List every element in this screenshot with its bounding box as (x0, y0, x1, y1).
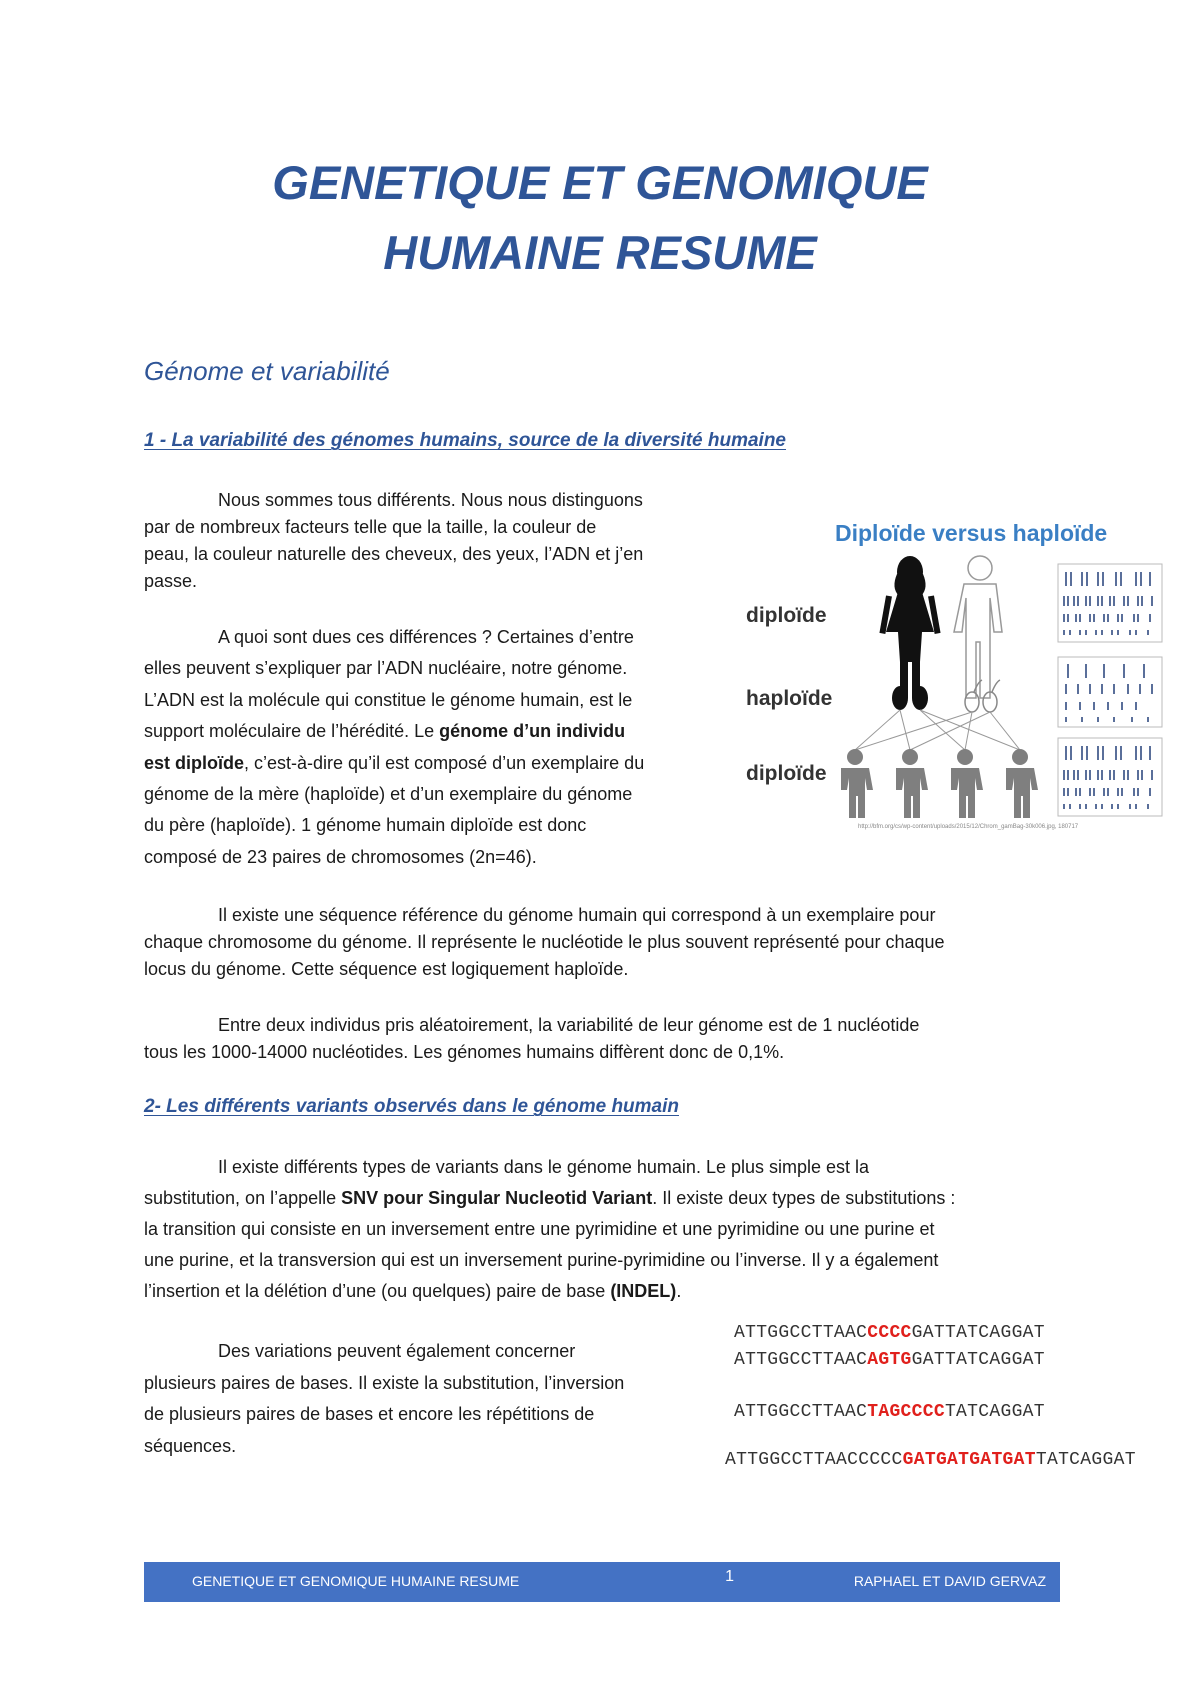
title-line-1: GENETIQUE ET GENOMIQUE (272, 156, 928, 209)
karyotype-diploid-top-icon (1058, 564, 1162, 642)
sequence-substitution: ATTGGCCTTAACAGTGGATTATCAGGAT (734, 1350, 1045, 1370)
children-icon (841, 749, 1038, 818)
sequence-repetition: ATTGGCCTTAACCCCCGATGATGATGATTATCAGGAT (725, 1450, 1136, 1470)
figure-illustration (740, 512, 1170, 837)
karyotype-diploid-bottom-icon (1058, 738, 1162, 816)
paragraph-6: Des variations peuvent également concerner plusieurs paires de bases. Il existe la substitution, l’inversion de plusieurs paires de bases et encore les répétitions de séquences. (144, 1341, 625, 1456)
footer-authors: RAPHAEL ET DAVID GERVAZ (853, 1573, 1046, 1589)
label-diploide-bottom: diploïde (746, 762, 827, 785)
label-diploide-top: diploïde (746, 604, 827, 627)
subheading-2: 2- Les différents variants observés dans le génome humain (144, 1096, 679, 1117)
paragraph-5: Il existe différents types de variants dans le génome humain. Le plus simple est la substitution, on l’appelle SNV pour Singular Nucleotid Variant. Il existe deux types de substitutions : la transition qui consiste en un inversement entre une pyrimidine et une pyrimidine ou une purine et une purine, et la transversion qui est un inversement purine-pyrimidine ou l’inverse. Il y a également l’insertion et la délétion d’une (ou quelques) paire de base (INDEL). (144, 1157, 956, 1301)
section-heading: Génome et variabilité (144, 356, 390, 386)
figure-title: Diploïde versus haploïde (835, 520, 1108, 546)
paragraph-2: A quoi sont dues ces différences ? Certaines d’entre elles peuvent s’expliquer par l’ADN nucléaire, notre génome. L’ADN est la molécule qui constitue le génome humain, est le support moléculaire de l’hérédité. Le génome d’un individu est diploïde, c’est-à-dire qu’il est composé d’un exemplaire du génome de la mère (haploïde) et d’un exemplaire du génome du père (haploïde). 1 génome humain diploïde est donc composé de 23 paires de chromosomes (2n=46). (144, 627, 645, 867)
karyotype-haploid-icon (1058, 657, 1162, 727)
sequence-reference: ATTGGCCTTAACCCCCGATTATCAGGAT (734, 1323, 1045, 1343)
paragraph-1: Nous sommes tous différents. Nous nous distinguons par de nombreux facteurs telle que la taille, la couleur de peau, la couleur naturelle des cheveux, des yeux, l’ADN et j’en passe. (144, 490, 644, 591)
figure-credit: http://bfm.org/cs/wp-content/uploads/2015/12/Chrom_gamBag-30k006.jpg, 180717 (858, 824, 1079, 830)
title-line-2: HUMAINE RESUME (383, 226, 817, 279)
document-title (0, 148, 1200, 288)
page-footer (144, 1562, 1060, 1602)
woman-icon (879, 556, 940, 698)
paragraph-4: Entre deux individus pris aléatoirement, la variabilité de leur génome est de 1 nucléotide tous les 1000-14000 nucléotides. Les génomes humains diffèrent donc de 0,1%. (144, 1015, 920, 1062)
page-number: 1 (725, 1568, 734, 1585)
man-icon (954, 556, 1002, 698)
diploid-haploid-figure (740, 512, 1170, 837)
gametes-icon (892, 680, 1000, 712)
sequence-inversion: ATTGGCCTTAACTAGCCCCTATCAGGAT (734, 1402, 1045, 1422)
subheading-1: 1 - La variabilité des génomes humains, source de la diversité humaine (144, 430, 787, 451)
inheritance-lines (855, 710, 1020, 750)
footer-document-title: GENETIQUE ET GENOMIQUE HUMAINE RESUME (192, 1573, 520, 1589)
label-haploide: haploïde (746, 687, 833, 710)
paragraph-3: Il existe une séquence référence du génome humain qui correspond à un exemplaire pour chaque chromosome du génome. Il représente le nucléotide le plus souvent représenté pour chaque locus du génome. Cette séquence est logiquement haploïde. (144, 905, 945, 979)
